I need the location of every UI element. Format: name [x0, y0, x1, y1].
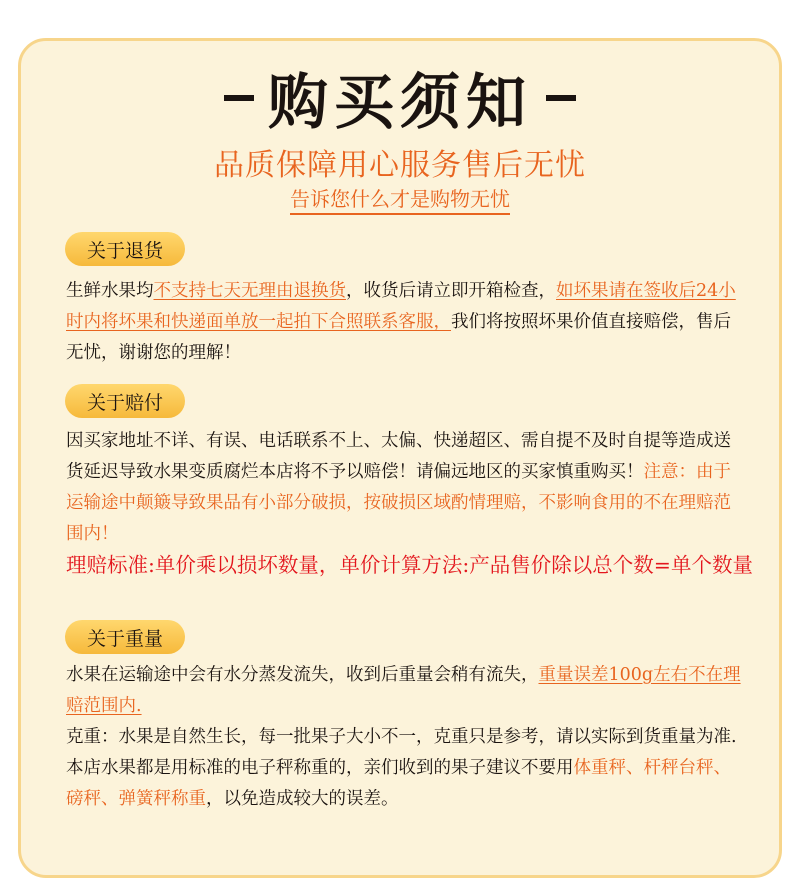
returns-highlight-2: 如坏果请在签收后24小时内将坏果和快递面单放一起拍下合照联系客服，	[66, 281, 736, 332]
returns-text	[66, 276, 746, 369]
returns-highlight-1: 不支持七天无理由退换货	[153, 281, 346, 301]
returns-text-2: ，收货后请立即开箱检查，	[346, 281, 556, 301]
weight-text-3: 本店水果都是用标准的电子秤称重的，亲们收到的果子建议不要用	[66, 758, 574, 778]
returns-text-1: 生鲜水果均	[66, 281, 154, 301]
page-title: 购买须知	[268, 68, 532, 138]
compensation-standard: 理赔标准:单价乘以损坏数量，单价计算方法:产品售价除以总个数=单个数量	[66, 553, 753, 577]
weight-text-4: ，以免造成较大的误差。	[206, 789, 399, 809]
title-row	[0, 62, 800, 138]
tagline: 告诉您什么才是购物无忧	[290, 187, 510, 215]
weight-text-1: 水果在运输途中会有水分蒸发流失，收到后重量会稍有流失，	[66, 665, 539, 685]
weight-text	[66, 660, 746, 815]
subtitle: 品质保障用心服务售后无忧	[214, 148, 586, 183]
section-label-compensation: 关于赔付	[65, 384, 185, 418]
compensation-text-1: 因买家地址不详、有误、电话联系不上、太偏、快递超区、需自提不及时自提等造成送货延迟导致水果变质腐烂本店将不予以赔偿！请偏远地区的买家慎重购买！	[66, 431, 731, 482]
title-dash-right	[546, 95, 576, 101]
section-label-returns: 关于退货	[65, 232, 185, 266]
section-label-weight: 关于重量	[65, 620, 185, 654]
title-dash-left	[224, 95, 254, 101]
weight-highlight: 重量误差100g左右不在理赔范围内.	[66, 665, 741, 716]
compensation-text	[66, 426, 746, 550]
tagline-wrap	[0, 183, 800, 212]
weight-text-2: 克重：水果是自然生长，每一批果子大小不一，克重只是参考，请以实际到货重量为准.	[66, 727, 737, 747]
weight-scales: 体重秤、杆秤台秤、磅秤、弹簧秤称重	[66, 758, 731, 809]
compensation-note: 注意：由于运输途中颠簸导致果品有小部分破损，按破损区域酌情理赔，不影响食用的不在理赔范围内！	[66, 462, 731, 544]
returns-text-3: 我们将按照坏果价值直接赔偿，售后无忧，谢谢您的理解！	[66, 312, 731, 363]
